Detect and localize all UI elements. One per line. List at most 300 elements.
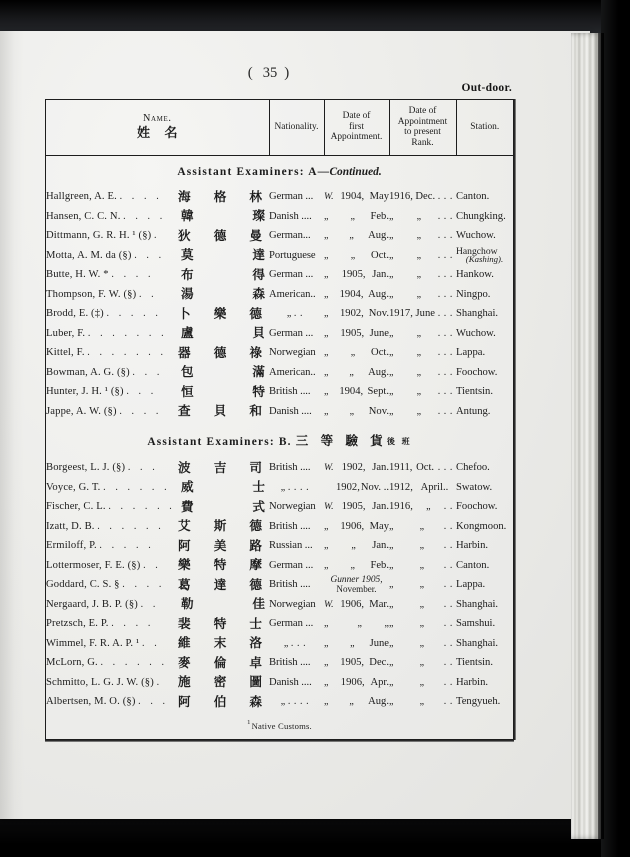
ditto: „ xyxy=(349,366,354,378)
ditto: „ xyxy=(389,405,394,417)
present-rank-dots: ... xyxy=(437,347,456,359)
chinese-character: 德 xyxy=(213,345,227,361)
nationality-value: German ... xyxy=(269,269,314,281)
cell-name xyxy=(46,634,269,654)
station-value: Wuchow. xyxy=(456,230,496,242)
ditto: „ xyxy=(389,386,394,398)
ditto: „ xyxy=(416,327,422,339)
cell-first-appointment xyxy=(324,653,389,673)
chinese-character: 士 xyxy=(249,616,262,632)
station-value: Foochow. xyxy=(456,366,498,378)
table-row xyxy=(46,187,513,207)
first-appointment-month: Jan. xyxy=(372,462,389,474)
cell-present-rank-appointment xyxy=(389,556,456,576)
station-value: Kongmoon. xyxy=(456,520,507,532)
chinese-character: 葛 xyxy=(178,577,191,593)
cell-present-rank-appointment xyxy=(389,363,456,383)
cell-station xyxy=(456,207,513,227)
first-appointment-prefix xyxy=(324,638,335,650)
chinese-character: 佳 xyxy=(252,596,265,612)
present-rank-year xyxy=(389,289,400,301)
section-title-chinese: 三 等 驗 貨 xyxy=(295,433,387,449)
officer-name: Brodd, E. (‡) xyxy=(46,308,104,320)
first-appointment-ditto: „ xyxy=(324,696,329,708)
chinese-character: 吉 xyxy=(213,460,227,476)
ditto: „ xyxy=(350,249,356,261)
table-row xyxy=(46,246,513,266)
present-rank-month xyxy=(400,560,444,572)
chinese-character: 阿 xyxy=(178,694,191,710)
cell-present-rank-appointment xyxy=(389,324,456,344)
present-rank-year xyxy=(389,406,400,418)
cell-nationality xyxy=(269,187,324,207)
nationality-value: Portuguese xyxy=(269,249,316,261)
officer-name-chinese xyxy=(178,676,262,689)
chinese-character: 曼 xyxy=(249,228,262,244)
ditto: „ xyxy=(419,657,425,669)
nationality-value: British .... xyxy=(269,520,311,532)
cell-nationality xyxy=(269,382,324,402)
cell-name xyxy=(46,382,269,402)
ditto: „ xyxy=(389,676,394,688)
present-rank-year xyxy=(389,657,400,669)
officer-name-chinese xyxy=(178,366,268,379)
chinese-character: 盧 xyxy=(181,325,194,341)
cell-station xyxy=(456,478,513,498)
first-appointment-value xyxy=(324,367,389,379)
first-appointment-value xyxy=(324,347,389,359)
nationality-value: Norwegian xyxy=(269,347,316,359)
present-rank-month xyxy=(400,367,438,379)
station-sub-value: (Kashing). xyxy=(465,254,504,265)
officer-name-chinese xyxy=(178,656,262,669)
table-row xyxy=(46,402,513,422)
nationality-dots: .... xyxy=(287,481,313,493)
page-folio xyxy=(0,65,540,82)
cell-nationality xyxy=(269,226,324,246)
first-appointment-year xyxy=(335,618,385,630)
first-appointment-month: Nov. xyxy=(368,308,389,320)
table-row xyxy=(46,653,513,673)
ditto: „ xyxy=(389,540,394,552)
first-appointment-ditto: „ xyxy=(324,288,329,300)
present-rank-month xyxy=(400,386,438,398)
table-row xyxy=(46,517,513,537)
ditto: „ xyxy=(389,210,394,222)
ditto: „ xyxy=(416,249,422,261)
ditto: „ xyxy=(419,579,425,591)
footnote-text: Native Customs. xyxy=(251,720,312,731)
first-appointment-value xyxy=(324,696,389,708)
chinese-character: 森 xyxy=(252,286,265,302)
officer-name: Motta, A. M. da (§) xyxy=(46,249,132,261)
table-row xyxy=(46,614,513,634)
station-value: Wuchow. xyxy=(456,327,496,339)
nationality-value: German... xyxy=(269,230,311,242)
footnote-row xyxy=(46,712,513,739)
nationality-value: Danish .... xyxy=(269,210,312,222)
cell-nationality xyxy=(269,402,324,422)
table-row xyxy=(46,673,513,693)
present-rank-dots: ... xyxy=(437,210,456,222)
present-rank-month xyxy=(400,638,444,650)
scanner-background-right xyxy=(601,0,630,857)
officer-name: Schmitto, L. G. J. W. (§) xyxy=(46,676,154,688)
first-appointment-prefix xyxy=(324,289,335,301)
leader-dots: . . . . . xyxy=(106,308,162,320)
first-appointment-prefix xyxy=(324,269,335,281)
present-rank-dots: ... xyxy=(437,191,456,203)
section-title-main: Assistant Examiners: A xyxy=(177,166,318,179)
chinese-character: 艾 xyxy=(178,518,191,534)
cell-first-appointment xyxy=(324,246,389,266)
nationality-value: British .... xyxy=(269,579,311,591)
officer-name: McLorn, G. xyxy=(46,657,98,669)
station-value: Canton. xyxy=(456,559,490,571)
cell-station xyxy=(456,324,513,344)
first-appointment-month: June xyxy=(369,637,389,649)
leader-dots: . . xyxy=(142,637,161,649)
cell-name xyxy=(46,673,269,693)
present-rank-dots: .. xyxy=(443,618,456,630)
first-appointment-year xyxy=(335,560,370,572)
station-value: Harbin. xyxy=(456,540,489,552)
officer-name-chinese xyxy=(178,327,268,340)
chinese-character: 滿 xyxy=(252,364,265,380)
page-edge-shadow xyxy=(598,33,604,839)
present-rank-year xyxy=(389,599,400,611)
present-rank-year xyxy=(389,696,400,708)
officer-name: Lottermoser, F. E. (§) xyxy=(46,559,141,571)
cell-present-rank-appointment xyxy=(389,246,456,266)
first-appointment-year: 1905, xyxy=(340,657,365,669)
cell-nationality xyxy=(269,207,324,227)
cell-name xyxy=(46,517,269,537)
officer-name: Albertsen, M. O. (§) xyxy=(46,696,136,708)
chinese-character: 達 xyxy=(252,247,265,263)
present-rank-year xyxy=(389,250,400,262)
present-rank-month xyxy=(400,618,444,630)
present-rank-year xyxy=(389,540,400,552)
first-appointment-value xyxy=(324,482,389,493)
nationality-value: German ... xyxy=(269,559,314,571)
first-appointment-prefix xyxy=(324,618,335,630)
nationality-value: Russian ... xyxy=(269,540,313,552)
column-header-first-appointment xyxy=(324,100,389,156)
present-rank-value xyxy=(389,599,456,611)
ditto: „ xyxy=(389,269,394,281)
table-row xyxy=(46,207,513,227)
present-rank-value xyxy=(389,618,456,630)
station-value: Hangchow xyxy=(456,245,498,257)
cell-first-appointment xyxy=(324,187,389,207)
column-header-name-english: Name. xyxy=(143,113,172,125)
present-rank-year xyxy=(389,638,400,650)
chinese-character: 司 xyxy=(249,460,262,476)
cell-name xyxy=(46,595,269,615)
cell-first-appointment xyxy=(324,343,389,363)
first-appointment-year xyxy=(335,638,370,650)
cell-present-rank-appointment xyxy=(389,343,456,363)
first-appointment-value xyxy=(324,462,389,473)
cell-first-appointment xyxy=(324,673,389,693)
cell-first-appointment xyxy=(324,692,389,712)
present-rank-dots: .. xyxy=(443,657,456,669)
present-rank-dots: ... xyxy=(437,366,456,378)
chinese-character: 式 xyxy=(252,499,265,515)
table-row xyxy=(46,556,513,576)
present-rank-value xyxy=(389,521,456,533)
station-value: Chefoo. xyxy=(456,462,490,474)
first-appointment-value xyxy=(324,657,389,669)
first-appointment-month: Oct. xyxy=(371,347,389,359)
cell-present-rank-appointment xyxy=(389,187,456,207)
cell-first-appointment xyxy=(324,382,389,402)
station-value: Samshui. xyxy=(456,618,496,630)
first-appointment-ditto: „ xyxy=(324,347,329,359)
first-appointment-year: 1904, xyxy=(339,386,364,398)
cell-nationality xyxy=(269,497,324,517)
first-appointment-ditto: „ xyxy=(324,327,329,339)
leader-dots: . . . xyxy=(132,366,163,378)
present-rank-month xyxy=(400,269,438,281)
nationality-value: British .... xyxy=(269,657,311,669)
cell-present-rank-appointment xyxy=(389,673,456,693)
officer-name-chinese xyxy=(178,578,262,591)
first-appointment-year xyxy=(335,696,368,708)
officer-name-chinese xyxy=(178,210,268,223)
section-title-main: Assistant Examiners: B. xyxy=(147,436,292,449)
nationality-dots: .... xyxy=(287,696,313,708)
present-rank-line2: Appointment xyxy=(397,116,448,127)
first-appointment-prefix xyxy=(324,347,335,359)
first-appointment-month: Apr. xyxy=(370,676,389,688)
leader-dots: . . . . xyxy=(119,405,163,417)
first-appointment-ditto: „ xyxy=(324,676,329,688)
present-rank-year: 1917, xyxy=(389,308,413,320)
chinese-character: 和 xyxy=(249,403,262,419)
nationality-ditto: „ xyxy=(286,308,292,320)
section-title-chinese-small: 後 班 xyxy=(386,437,412,447)
present-rank-value xyxy=(389,657,456,669)
present-rank-value xyxy=(389,367,456,379)
present-rank-year xyxy=(389,347,400,359)
first-appointment-value xyxy=(324,501,389,512)
folio-open-paren: ( xyxy=(247,65,256,81)
first-appointment-month: Aug. xyxy=(368,230,389,242)
first-appointment-prefix xyxy=(324,521,335,533)
ditto: „ xyxy=(349,696,354,708)
cell-station xyxy=(456,556,513,576)
present-rank-dots: .. xyxy=(443,676,456,688)
cell-present-rank-appointment xyxy=(389,478,456,498)
first-appointment-year: 1902, xyxy=(339,308,364,320)
first-appointment-value xyxy=(324,677,389,689)
officer-name-chinese xyxy=(178,617,262,630)
leader-dots: . . . . xyxy=(111,269,155,281)
cell-station xyxy=(456,517,513,537)
first-appointment-prefix xyxy=(324,501,335,512)
cell-present-rank-appointment xyxy=(389,265,456,285)
first-appointment-year: 1904, xyxy=(340,191,365,203)
present-rank-dots: ... xyxy=(437,269,456,281)
ditto: „ xyxy=(419,696,425,708)
table-header-row xyxy=(46,100,513,156)
cell-present-rank-appointment xyxy=(389,536,456,556)
cell-station xyxy=(456,226,513,246)
ditto: „ xyxy=(419,637,425,649)
ditto: „ xyxy=(357,618,362,630)
ditto: „ xyxy=(389,559,394,571)
present-rank-dots: .. xyxy=(443,559,456,571)
station-value: Tengyueh. xyxy=(456,696,501,708)
chinese-character: 斯 xyxy=(213,518,227,534)
officer-name-chinese xyxy=(178,249,268,262)
cell-name xyxy=(46,285,269,305)
section-title-continued: Continued. xyxy=(329,166,382,179)
first-appointment-month: Aug. xyxy=(368,696,389,708)
first-appointment-value xyxy=(324,230,389,242)
leader-dots: . . . xyxy=(134,249,165,261)
cell-nationality xyxy=(269,458,324,478)
ditto: „ xyxy=(349,405,355,417)
ditto: „ xyxy=(389,696,394,708)
leader-dots: . . . . . . . xyxy=(87,347,167,359)
staff-register-table-frame xyxy=(45,99,514,740)
chinese-character: 樂 xyxy=(178,557,191,573)
first-appointment-month: Nov. .. xyxy=(360,481,389,493)
first-appointment-rank-note: Gunner 1905, xyxy=(330,574,383,585)
column-header-name-chinese: 姓 名 xyxy=(136,125,183,141)
officer-name: Kittel, F. xyxy=(46,347,85,359)
first-appointment-value xyxy=(324,289,389,301)
chinese-character: 德 xyxy=(249,518,262,534)
cell-present-rank-appointment xyxy=(389,653,456,673)
cell-present-rank-appointment xyxy=(389,382,456,402)
cell-first-appointment xyxy=(324,363,389,383)
present-rank-value xyxy=(389,211,456,223)
cell-station xyxy=(456,304,513,324)
officer-name-chinese xyxy=(178,461,262,474)
nationality-value: American.. xyxy=(269,288,316,300)
chinese-character: 士 xyxy=(252,479,265,495)
cell-first-appointment xyxy=(324,556,389,576)
station-value: Antung. xyxy=(456,405,491,417)
present-rank-value xyxy=(389,560,456,572)
officer-name: Izatt, D. B. xyxy=(46,520,95,532)
present-rank-value xyxy=(389,386,456,398)
cell-first-appointment xyxy=(324,304,389,324)
cell-station xyxy=(456,187,513,207)
cell-nationality xyxy=(269,536,324,556)
station-value: Ningpo. xyxy=(456,288,491,300)
folio-close-paren: ) xyxy=(284,65,293,81)
ditto: „ xyxy=(419,520,425,532)
cell-station xyxy=(456,402,513,422)
table-row xyxy=(46,304,513,324)
chinese-character: 森 xyxy=(249,694,262,710)
cell-station xyxy=(456,382,513,402)
cell-first-appointment xyxy=(324,614,389,634)
cell-station xyxy=(456,363,513,383)
present-rank-year xyxy=(389,521,400,533)
cell-present-rank-appointment xyxy=(389,692,456,712)
chinese-character: 格 xyxy=(213,189,227,205)
first-appointment-value xyxy=(324,328,389,340)
present-rank-dots: ... xyxy=(437,288,456,300)
cell-name xyxy=(46,497,269,517)
first-appointment-month: Sept. xyxy=(367,386,389,398)
chinese-character: 摩 xyxy=(249,557,262,573)
officer-name-chinese xyxy=(178,481,268,494)
present-rank-value xyxy=(389,677,456,689)
first-appointment-year xyxy=(335,230,368,242)
cell-name xyxy=(46,343,269,363)
leader-dots: . xyxy=(156,676,163,688)
chinese-character: 維 xyxy=(178,635,191,651)
cell-nationality xyxy=(269,246,324,266)
cell-nationality xyxy=(269,304,324,324)
station-value: Canton. xyxy=(456,191,490,203)
cell-first-appointment xyxy=(324,207,389,227)
chinese-character: 卜 xyxy=(178,306,191,322)
cell-name xyxy=(46,246,269,266)
first-appointment-line2: first xyxy=(348,121,365,132)
chinese-character: 施 xyxy=(178,674,191,690)
scanner-background-bottom xyxy=(0,817,630,857)
station-value: Shanghai. xyxy=(456,308,499,320)
station-value: Shanghai. xyxy=(456,598,499,610)
first-appointment-value xyxy=(324,386,389,398)
cell-name xyxy=(46,575,269,595)
officer-name-chinese xyxy=(178,559,262,572)
first-appointment-ditto: „ xyxy=(324,366,329,378)
present-rank-value xyxy=(389,638,456,650)
chinese-character: 貝 xyxy=(213,403,227,419)
nationality-value: Danish .... xyxy=(269,676,312,688)
ditto: „ xyxy=(349,230,354,242)
chinese-character: 貝 xyxy=(252,325,265,341)
cell-name xyxy=(46,207,269,227)
present-rank-month: Oct. xyxy=(416,462,435,474)
nationality-ditto: „ xyxy=(283,637,289,649)
chinese-character: 璨 xyxy=(252,208,265,224)
cell-present-rank-appointment xyxy=(389,304,456,324)
footnote xyxy=(46,712,513,739)
chinese-character: 特 xyxy=(252,384,265,400)
nationality-ditto: „ xyxy=(280,696,286,708)
table-header xyxy=(46,100,513,156)
officer-name: Thompson, F. W. (§) xyxy=(46,288,137,300)
present-rank-year: 1916, xyxy=(389,191,413,203)
cell-name xyxy=(46,536,269,556)
ditto: „ xyxy=(419,676,425,688)
present-rank-value xyxy=(389,462,456,474)
present-rank-month: April.. xyxy=(420,481,449,493)
chinese-character: 恒 xyxy=(181,384,194,400)
ditto: „ xyxy=(416,366,422,378)
present-rank-value xyxy=(389,406,456,418)
first-appointment-month: Mar. xyxy=(369,598,389,610)
present-rank-dots: ... xyxy=(437,327,456,339)
ditto: „ xyxy=(426,501,431,513)
cell-name xyxy=(46,363,269,383)
present-rank-month xyxy=(400,521,444,533)
station-value: Lappa. xyxy=(456,579,486,591)
ditto: „ xyxy=(350,559,355,571)
present-rank-dots: .. xyxy=(443,520,456,532)
cell-present-rank-appointment xyxy=(389,575,456,595)
